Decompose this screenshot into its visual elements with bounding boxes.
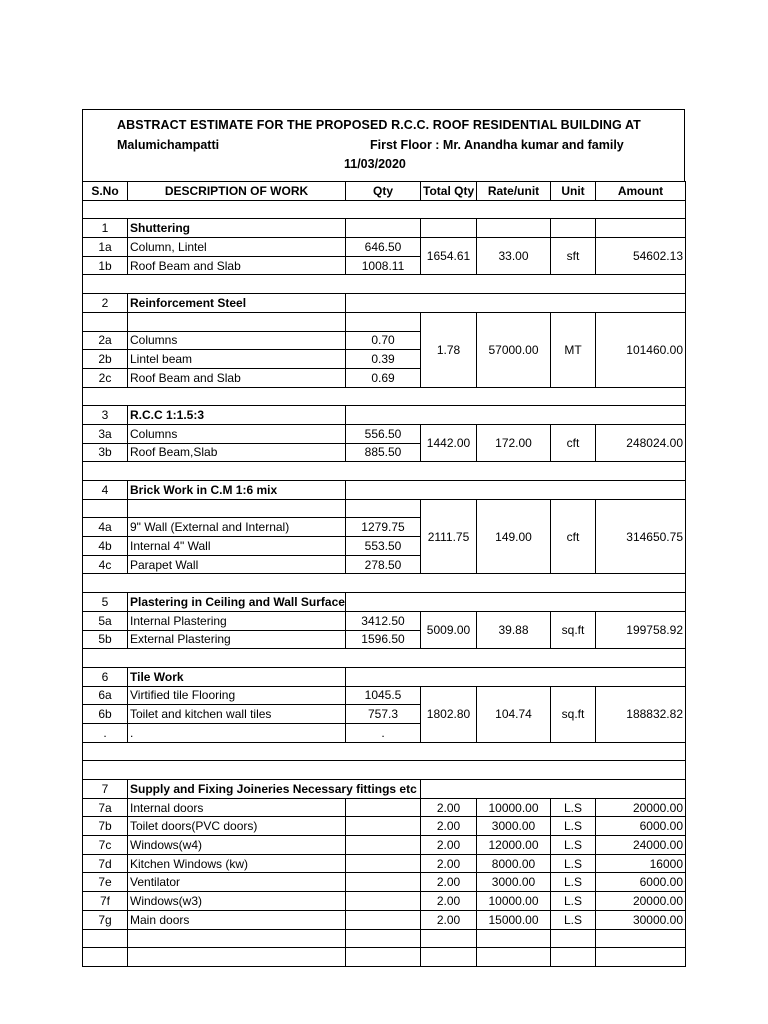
section-title: Brick Work in C.M 1:6 mix <box>128 481 346 500</box>
item-sno: 1a <box>83 238 128 257</box>
blank-row <box>83 200 686 219</box>
item-sno: 6a <box>83 686 128 705</box>
item-rate: 3000.00 <box>477 817 551 836</box>
item-sno: 7b <box>83 817 128 836</box>
item-sno: 4b <box>83 537 128 556</box>
unit: MT <box>551 312 596 387</box>
blank-row <box>83 462 686 481</box>
section-row <box>83 780 686 799</box>
blank-row <box>83 742 686 761</box>
item-unit: L.S <box>551 854 596 873</box>
item-unit: L.S <box>551 836 596 855</box>
unit: sft <box>551 238 596 275</box>
total-qty: 1.78 <box>421 312 477 387</box>
amount: 248024.00 <box>596 424 686 461</box>
table-row <box>83 836 686 855</box>
item-rate: 10000.00 <box>477 798 551 817</box>
item-description: Roof Beam and Slab <box>128 256 346 275</box>
amount: 314650.75 <box>596 499 686 574</box>
table-row <box>83 238 686 257</box>
section-number: 2 <box>83 294 128 313</box>
item-qty: 757.3 <box>346 705 421 724</box>
rate: 172.00 <box>477 424 551 461</box>
item-qty: 556.50 <box>346 424 421 443</box>
blank-row <box>83 948 686 967</box>
item-sno: 7a <box>83 798 128 817</box>
item-qty: 0.69 <box>346 368 421 387</box>
item-description: Columns <box>128 424 346 443</box>
amount: 188832.82 <box>596 686 686 742</box>
section-title: R.C.C 1:1.5:3 <box>128 406 346 425</box>
table-row <box>83 686 686 705</box>
amount: 199758.92 <box>596 611 686 648</box>
item-total-qty: 2.00 <box>421 873 477 892</box>
item-rate: 12000.00 <box>477 836 551 855</box>
item-description: External Plastering <box>128 630 346 649</box>
total-qty: 2111.75 <box>421 499 477 574</box>
item-description: Virtified tile Flooring <box>128 686 346 705</box>
item-description: Parapet Wall <box>128 555 346 574</box>
blank-row <box>83 649 686 668</box>
section-number: 3 <box>83 406 128 425</box>
header-date: 11/03/2020 <box>344 157 406 171</box>
unit: sq.ft <box>551 611 596 648</box>
section-row <box>83 593 686 612</box>
table-row <box>83 424 686 443</box>
blank-row <box>83 275 686 294</box>
section-title: Tile Work <box>128 667 346 686</box>
table-row <box>83 854 686 873</box>
item-sno: 7f <box>83 892 128 911</box>
blank-row <box>83 574 686 593</box>
unit: cft <box>551 499 596 574</box>
item-description: Internal Plastering <box>128 611 346 630</box>
item-rate: 15000.00 <box>477 910 551 929</box>
item-rate: 8000.00 <box>477 854 551 873</box>
section-title: Supply and Fixing Joineries Necessary fittings etc <box>128 780 421 799</box>
table-row <box>83 817 686 836</box>
item-description: Internal 4" Wall <box>128 537 346 556</box>
item-sno: 2b <box>83 350 128 369</box>
item-sno: 4c <box>83 555 128 574</box>
item-description: Toilet doors(PVC doors) <box>128 817 346 836</box>
table-row <box>83 892 686 911</box>
item-rate: 3000.00 <box>477 873 551 892</box>
estimate-sheet <box>82 109 685 967</box>
blank-row <box>83 499 686 518</box>
item-sno: 7d <box>83 854 128 873</box>
item-description: Roof Beam,Slab <box>128 443 346 462</box>
item-amount: 16000 <box>596 854 686 873</box>
item-sno: 7c <box>83 836 128 855</box>
header-title: ABSTRACT ESTIMATE FOR THE PROPOSED R.C.C. ROOF RESIDENTIAL BUILDING AT <box>117 118 641 132</box>
item-sno: 6b <box>83 705 128 724</box>
item-sno: 2c <box>83 368 128 387</box>
header-place: Malumichampatti <box>117 138 220 152</box>
item-qty: 1045.5 <box>346 686 421 705</box>
total-qty: 5009.00 <box>421 611 477 648</box>
amount: 54602.13 <box>596 238 686 275</box>
item-description: . <box>128 723 346 742</box>
item-unit: L.S <box>551 892 596 911</box>
item-amount: 6000.00 <box>596 873 686 892</box>
item-description: 9" Wall (External and Internal) <box>128 518 346 537</box>
item-qty: 278.50 <box>346 555 421 574</box>
table-header-row <box>83 182 686 201</box>
unit: sq.ft <box>551 686 596 742</box>
header-floor: First Floor : Mr. Anandha kumar and family <box>370 138 624 152</box>
item-qty: . <box>346 723 421 742</box>
section-row <box>83 294 686 313</box>
item-amount: 30000.00 <box>596 910 686 929</box>
item-sno: 5b <box>83 630 128 649</box>
table-row <box>83 910 686 929</box>
item-description: Columns <box>128 331 346 350</box>
section-number: 7 <box>83 780 128 799</box>
col-header-total-qty: Total Qty <box>421 182 477 201</box>
section-row <box>83 219 686 238</box>
col-header-amount: Amount <box>596 182 686 201</box>
item-sno: 3a <box>83 424 128 443</box>
blank-row <box>83 929 686 948</box>
item-description: Main doors <box>128 910 346 929</box>
total-qty: 1802.80 <box>421 686 477 742</box>
item-amount: 6000.00 <box>596 817 686 836</box>
item-amount: 24000.00 <box>596 836 686 855</box>
section-row <box>83 406 686 425</box>
item-qty: 0.70 <box>346 331 421 350</box>
item-unit: L.S <box>551 817 596 836</box>
item-rate: 10000.00 <box>477 892 551 911</box>
rate: 33.00 <box>477 238 551 275</box>
item-unit: L.S <box>551 798 596 817</box>
total-qty: 1442.00 <box>421 424 477 461</box>
item-qty: 1279.75 <box>346 518 421 537</box>
rate: 149.00 <box>477 499 551 574</box>
item-qty: 3412.50 <box>346 611 421 630</box>
item-total-qty: 2.00 <box>421 910 477 929</box>
item-description: Column, Lintel <box>128 238 346 257</box>
item-description: Toilet and kitchen wall tiles <box>128 705 346 724</box>
col-header-qty: Qty <box>346 182 421 201</box>
table-row <box>83 873 686 892</box>
section-title: Plastering in Ceiling and Wall Surface <box>128 593 346 612</box>
total-qty: 1654.61 <box>421 238 477 275</box>
col-header-rate: Rate/unit <box>477 182 551 201</box>
section-number: 1 <box>83 219 128 238</box>
rate: 39.88 <box>477 611 551 648</box>
item-total-qty: 2.00 <box>421 817 477 836</box>
sheet-header <box>82 109 685 181</box>
item-sno: 1b <box>83 256 128 275</box>
item-total-qty: 2.00 <box>421 854 477 873</box>
amount: 101460.00 <box>596 312 686 387</box>
item-total-qty: 2.00 <box>421 892 477 911</box>
item-sno: 3b <box>83 443 128 462</box>
item-total-qty: 2.00 <box>421 798 477 817</box>
item-amount: 20000.00 <box>596 892 686 911</box>
unit: cft <box>551 424 596 461</box>
blank-row <box>83 312 686 331</box>
rate: 57000.00 <box>477 312 551 387</box>
col-header-sno: S.No <box>83 182 128 201</box>
item-description: Kitchen Windows (kw) <box>128 854 346 873</box>
item-description: Internal doors <box>128 798 346 817</box>
item-qty: 1008.11 <box>346 256 421 275</box>
item-description: Lintel beam <box>128 350 346 369</box>
item-description: Ventilator <box>128 873 346 892</box>
section-row <box>83 481 686 500</box>
item-description: Roof Beam and Slab <box>128 368 346 387</box>
item-qty: 1596.50 <box>346 630 421 649</box>
section-number: 5 <box>83 593 128 612</box>
item-qty: 553.50 <box>346 537 421 556</box>
item-description: Windows(w3) <box>128 892 346 911</box>
item-qty: 885.50 <box>346 443 421 462</box>
rate: 104.74 <box>477 686 551 742</box>
item-qty: 646.50 <box>346 238 421 257</box>
item-sno: 7g <box>83 910 128 929</box>
item-unit: L.S <box>551 873 596 892</box>
section-number: 6 <box>83 667 128 686</box>
estimate-table <box>82 181 686 967</box>
col-header-description: DESCRIPTION OF WORK <box>128 182 346 201</box>
col-header-unit: Unit <box>551 182 596 201</box>
section-row <box>83 667 686 686</box>
item-description: Windows(w4) <box>128 836 346 855</box>
table-row <box>83 798 686 817</box>
item-total-qty: 2.00 <box>421 836 477 855</box>
item-sno: . <box>83 723 128 742</box>
item-unit: L.S <box>551 910 596 929</box>
blank-row <box>83 761 686 780</box>
section-title: Shuttering <box>128 219 346 238</box>
item-qty: 0.39 <box>346 350 421 369</box>
blank-row <box>83 387 686 406</box>
item-sno: 4a <box>83 518 128 537</box>
item-sno: 5a <box>83 611 128 630</box>
item-sno: 2a <box>83 331 128 350</box>
item-amount: 20000.00 <box>596 798 686 817</box>
section-title: Reinforcement Steel <box>128 294 346 313</box>
table-row <box>83 611 686 630</box>
section-number: 4 <box>83 481 128 500</box>
item-sno: 7e <box>83 873 128 892</box>
